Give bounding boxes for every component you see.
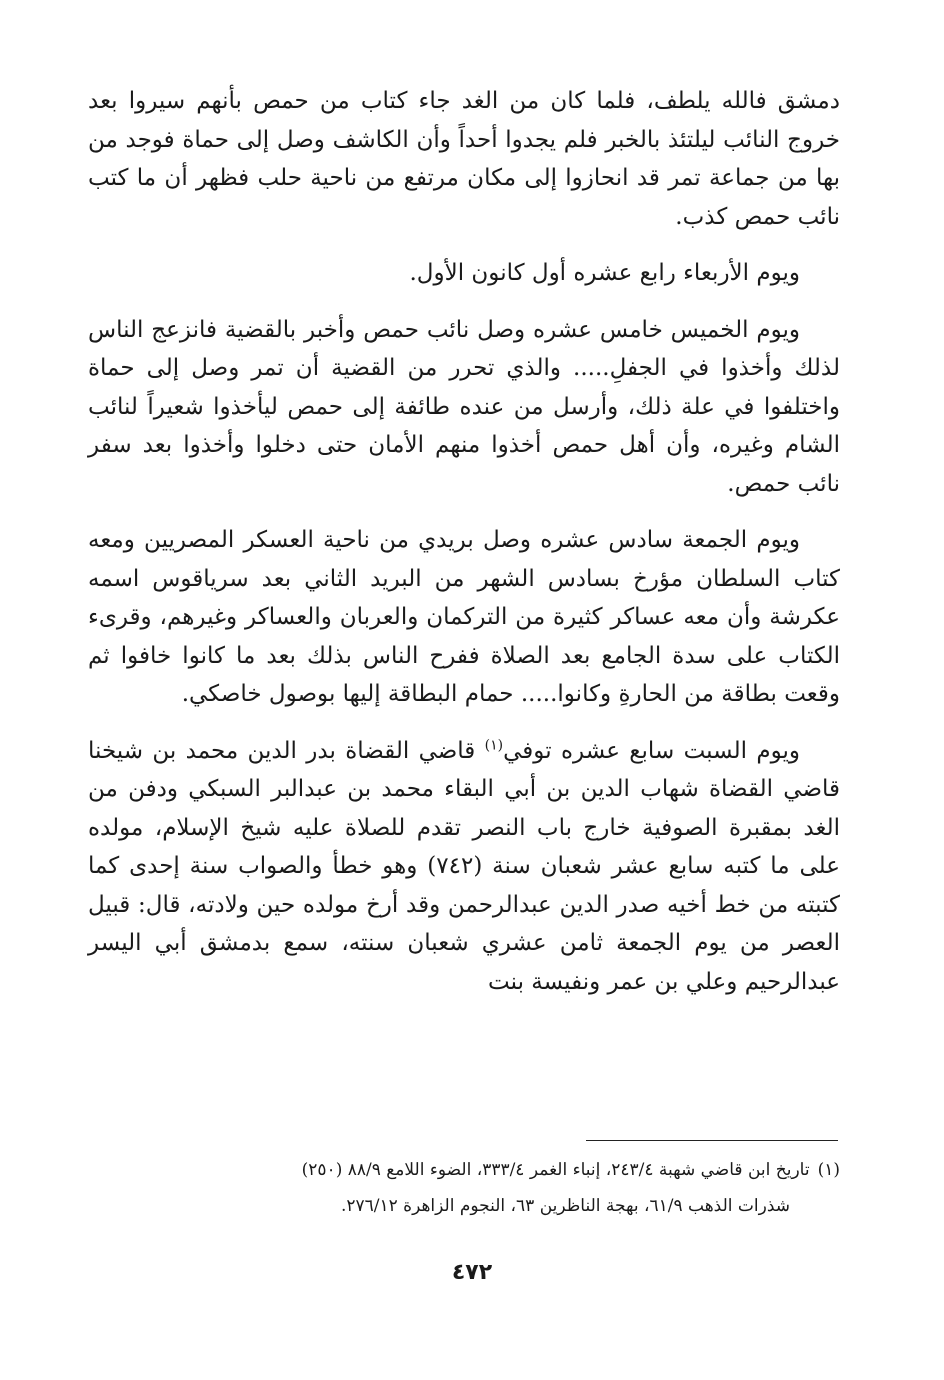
footnote-line-2: شذرات الذهب ٦١/٩، بهجة الناظرين ٦٣، النجوم الزاهرة ٢٧٦/١٢. (340, 1196, 790, 1216)
paragraph-5-after: قاضي القضاة بدر الدين محمد بن شيخنا قاضي القضاة شهاب الدين بن أبي البقاء محمد بن عبدالبر السبكي ودفن من الغد بمقبرة الصوفية خارج باب النصر تقدم للصلاة عليه شيخ الإسلام، مولده على ما كتبه سابع عشر شعبان سنة (٧٤٢) وهو خطأ والصواب سنة إحدى كما كتبته من خط أخيه صدر الدين عبدالرحمن وقد أرخ مولده حين ولادته، قال: قبيل العصر من يوم الجمعة ثامن عشري شعبان سنته، سمع بدمشق أبي اليسر عبدالرحيم وعلي بن عمر ونفيسة بنت (88, 737, 840, 995)
main-text (88, 82, 840, 1019)
footnote-divider (586, 1140, 838, 1141)
paragraph-3: ويوم الخميس خامس عشره وصل نائب حمص وأخبر بالقضية فانزعج الناس لذلك وأخذوا في الجفلِ..... والذي تحرر من القضية أن تمر وصل إلى حماة واختلفوا في علة ذلك، وأرسل من عنده طائفة إلى حمص ليأخذوا شعيراً لنائب الشام وغيره، وأن أهل حمص أخذوا منهم الأمان حتى دخلوا وأخذوا بعد سفر نائب حمص. (88, 316, 840, 497)
paragraph-5 (88, 732, 840, 1002)
paragraph-5-before: ويوم السبت سابع عشره توفي (503, 737, 800, 764)
footnote (160, 1152, 840, 1224)
page-number: ٤٧٢ (451, 1260, 493, 1285)
footnote-reference[interactable]: (١) (484, 736, 504, 753)
paragraph-1: دمشق فالله يلطف، فلما كان من الغد جاء كتاب من حمص بأنهم سيروا بعد خروج النائب ليلتئذ بالخبر فلم يجدوا أحداً وأن الكاشف وصل إلى حماة فوجد من بها من جماعة تمر قد انحازوا إلى مكان مرتفع من ناحية حلب فظهر أن ما كتب نائب حمص كذب. (88, 88, 840, 230)
paragraph-4: ويوم الجمعة سادس عشره وصل بريدي من ناحية العسكر المصريين ومعه كتاب السلطان مؤرخ بسادس الشهر من البريد الثاني بعد سرياقوس اسمه عكرشة وأن معه عساكر كثيرة من التركمان والعربان والعساكر وغيرهم، وقرىء الكتاب على سدة الجامع بعد الصلاة ففرح الناس بذلك بعد ما كانوا خافوا ثم وقعت بطاقة من الحارةِ وكانوا..... حمام البطاقة إليها بوصول خاصكي. (88, 527, 840, 707)
footnote-number: (١) (817, 1160, 840, 1180)
footnote-line-1: تاريخ ابن قاضي شهبة ٢٤٣/٤، إنباء الغمر ٣٣٣/٤، الضوء اللامع ٨٨/٩ (٢٥٠) (301, 1160, 810, 1180)
paragraph-2: ويوم الأربعاء رابع عشره أول كانون الأول. (409, 260, 800, 286)
